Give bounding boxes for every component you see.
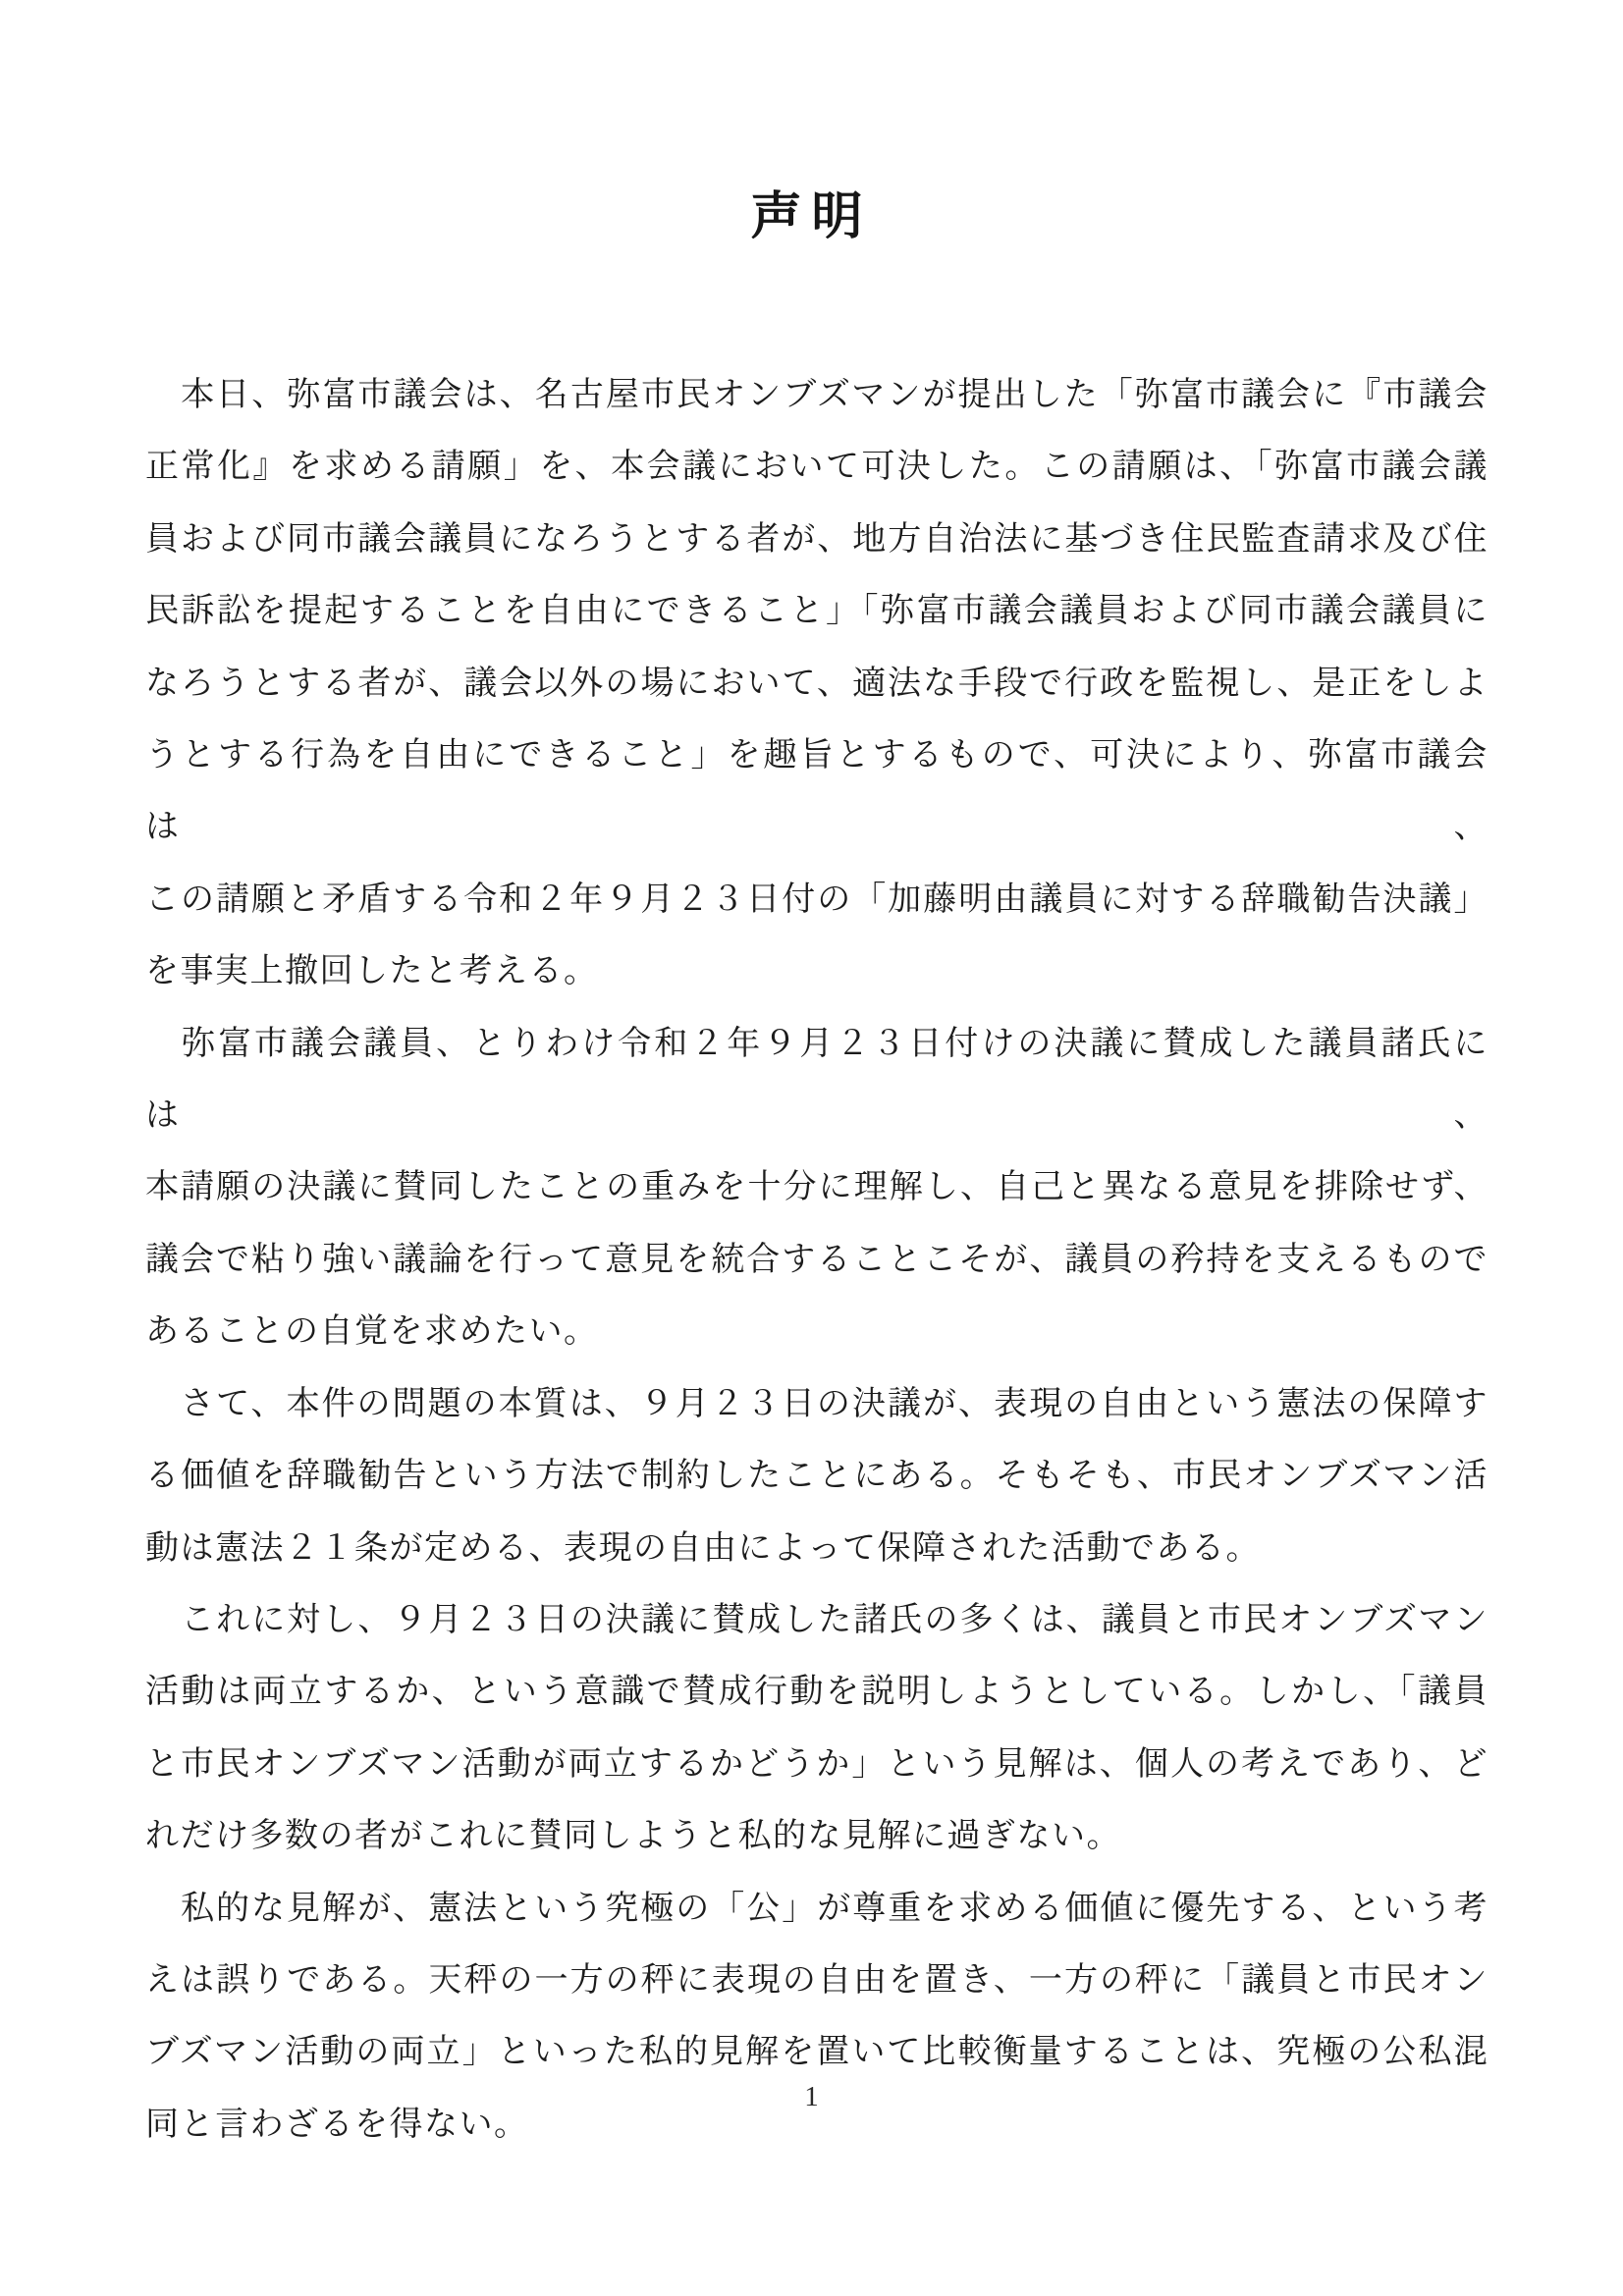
text-line: 議会で粘り強い議論を行って意見を統合することこそが、議員の矜持を支えるもので [145, 1241, 1488, 1278]
text-line: れだけ多数の者がこれに賛同しようと私的な見解に過ぎない。 [145, 1818, 1121, 1855]
text-line: る価値を辞職勧告という方法で制約したことにある。そもそも、市民オンブズマン活 [145, 1458, 1488, 1495]
text-line: えは誤りである。天秤の一方の秤に表現の自由を置き、一方の秤に「議員と市民オン [145, 1961, 1488, 1999]
text-line: 民訴訟を提起することを自由にできること」「弥富市議会議員および同市議会議員に [145, 593, 1488, 630]
text-line: 本日、弥富市議会は、名古屋市民オンブズマンが提出した「弥富市議会に『市議会 [145, 377, 1488, 413]
text-line: これに対し、９月２３日の決議に賛成した諸氏の多くは、議員と市民オンブズマン [145, 1601, 1488, 1638]
text-line: 同と言わざるを得ない。 [145, 2106, 529, 2143]
text-line: 本請願の決議に賛同したことの重みを十分に理解し、自己と異なる意見を排除せず、 [145, 1169, 1488, 1206]
page-number: 1 [804, 2081, 819, 2112]
page-title: 声明 [750, 189, 873, 245]
document-body [145, 359, 1488, 2161]
text-line: と市民オンブズマン活動が両立するかどうか」という見解は、個人の考えであり、ど [145, 1745, 1488, 1783]
text-line: 正常化』を求める請願」を、本会議において可決した。この請願は、「弥富市議会議 [145, 449, 1488, 486]
text-line: うとする行為を自由にできること」を趣旨とするもので、可決により、弥富市議会は、 [145, 737, 1488, 846]
text-line: ブズマン活動の両立」といった私的見解を置いて比較衡量することは、究極の公私混 [145, 2034, 1488, 2071]
text-line: さて、本件の問題の本質は、９月２３日の決議が、表現の自由という憲法の保障す [145, 1385, 1488, 1422]
text-line: 動は憲法２１条が定める、表現の自由によって保障された活動である。 [145, 1529, 1261, 1567]
text-line: 私的な見解が、憲法という究極の「公」が尊重を求める価値に優先する、という考 [145, 1890, 1488, 1927]
text-line: 員および同市議会議員になろうとする者が、地方自治法に基づき住民監査請求及び住 [145, 520, 1488, 558]
text-line: この請願と矛盾する令和２年９月２３日付の「加藤明由議員に対する辞職勧告決議」 [145, 881, 1488, 918]
text-line: 活動は両立するか、という意識で賛成行動を説明しようとしている。しかし、「議員 [145, 1674, 1488, 1711]
text-line: 弥富市議会議員、とりわけ令和２年９月２３日付けの決議に賛成した議員諸氏には、 [145, 1025, 1488, 1135]
text-line: なろうとする者が、議会以外の場において、適法な手段で行政を監視し、是正をしよ [145, 665, 1488, 702]
text-line: を事実上撤回したと考える。 [145, 953, 599, 990]
text-line: あることの自覚を求めたい。 [145, 1313, 599, 1351]
